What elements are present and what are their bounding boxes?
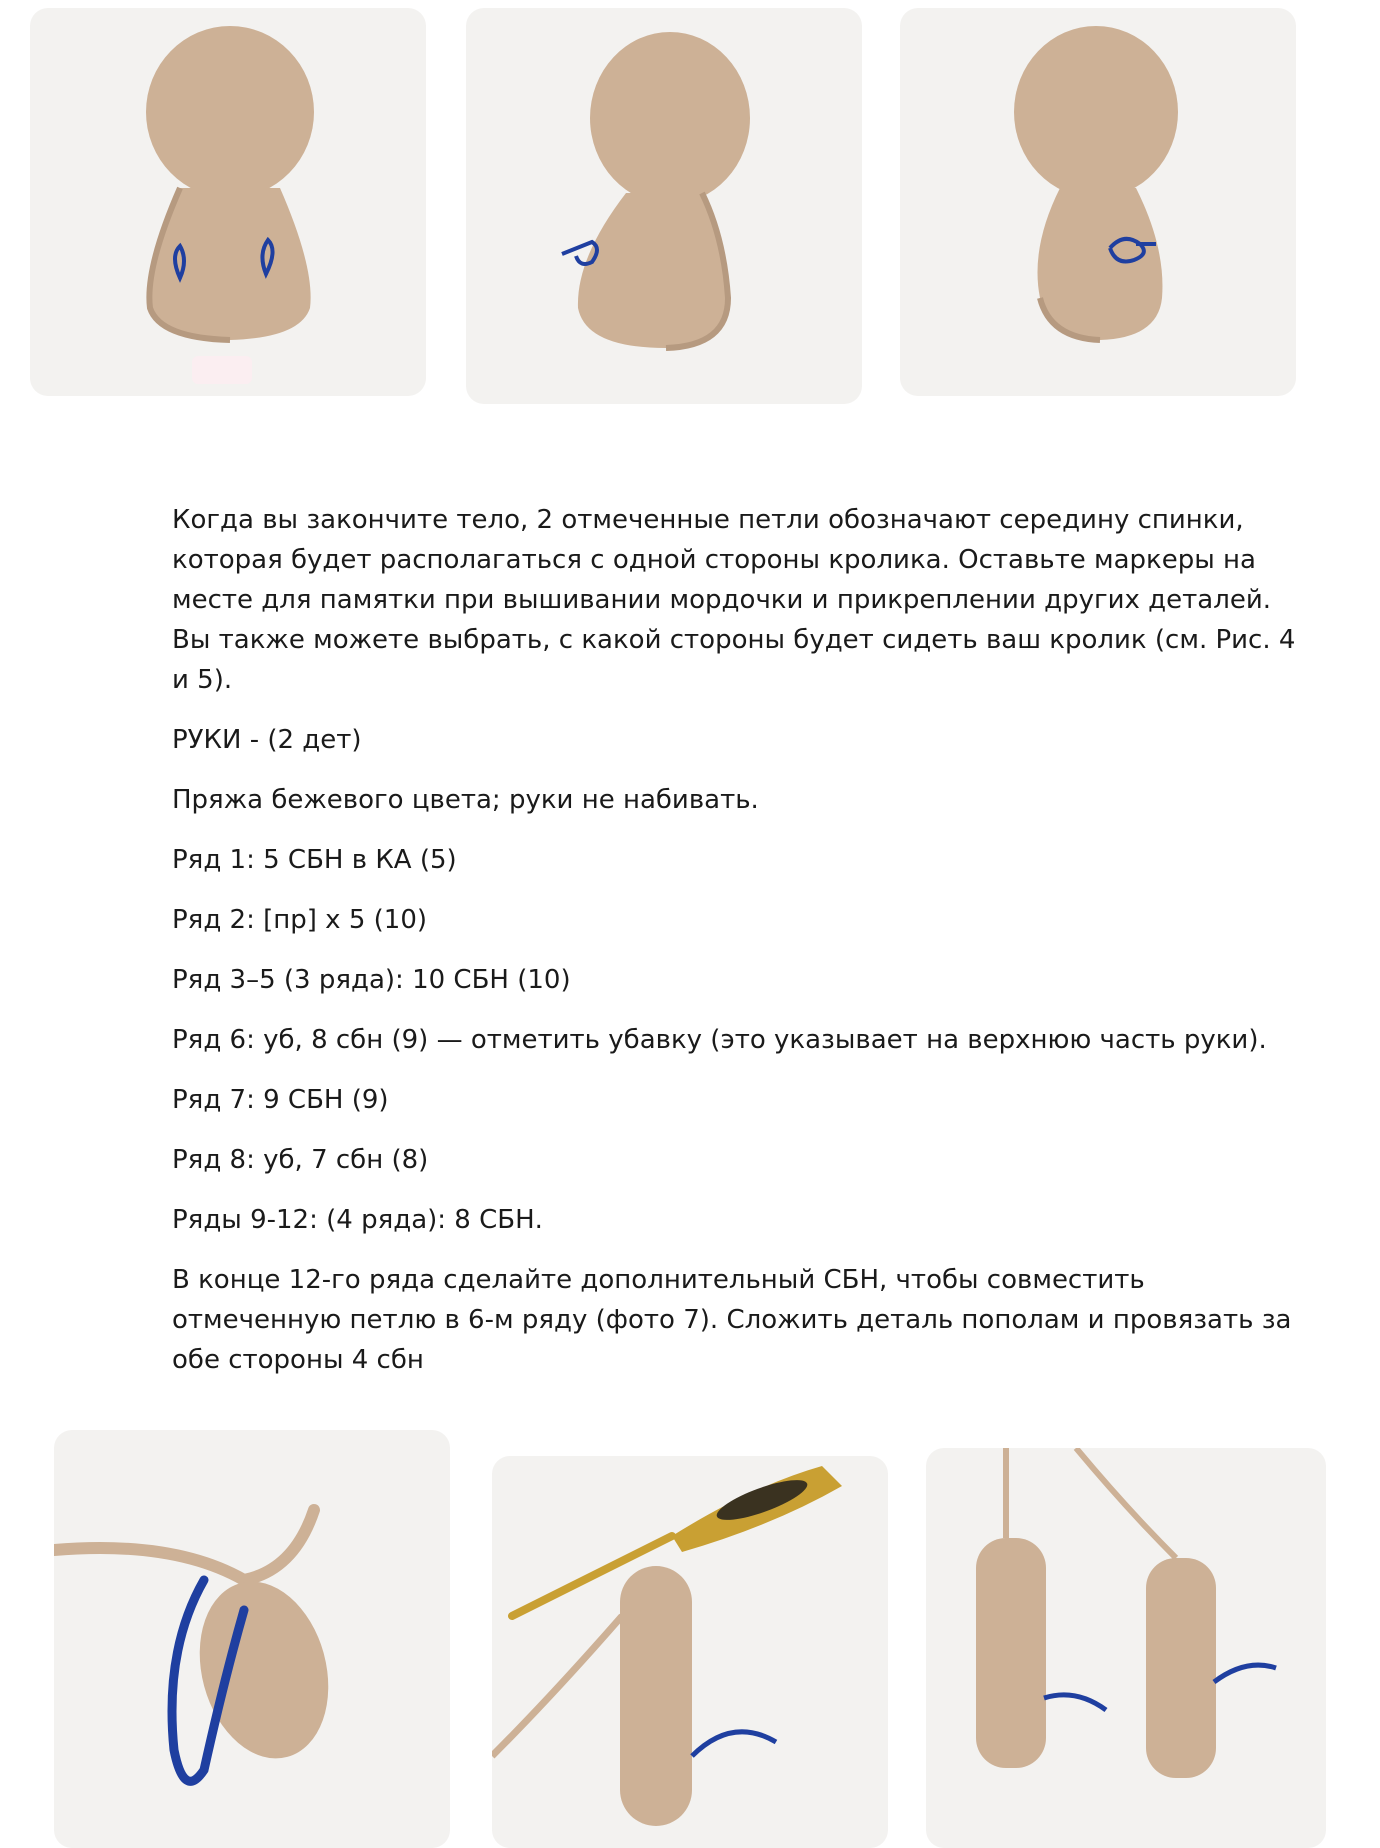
photo-doll-back [900, 8, 1296, 396]
doll-body-back-illustration [900, 8, 1296, 396]
photo-two-arms [926, 1448, 1326, 1848]
row-instruction: Ряд 6: уб, 8 сбн (9) — отметить убавку (это указывает на верхнюю часть руки). [172, 1025, 1267, 1055]
row-instruction: Ряд 2: [пр] x 5 (10) [172, 905, 428, 935]
two-arms-illustration [926, 1448, 1326, 1848]
photo-arm-closeup [54, 1430, 450, 1848]
yarn-note: Пряжа бежевого цвета; руки не набивать. [172, 785, 759, 815]
row-instruction: Ряд 8: уб, 7 сбн (8) [172, 1145, 429, 1175]
row-instruction: Ряд 7: 9 СБН (9) [172, 1085, 389, 1115]
row-instruction: Ряд 3–5 (3 ряда): 10 СБН (10) [172, 965, 571, 995]
closing-paragraph: В конце 12-го ряда сделайте дополнительный СБН, чтобы совместить отмеченную петлю в 6-м ряду (фото 7). Сложить деталь пополам и провязать за обе стороны 4 сбн [172, 1265, 1292, 1375]
photo-doll-front [30, 8, 426, 396]
arm-marker-illustration [54, 1430, 450, 1848]
doll-body-illustration [30, 8, 426, 396]
intro-paragraph: Когда вы закончите тело, 2 отмеченные петли обозначают середину спинки, которая будет располагаться с одной стороны кролика. Оставьте маркеры на месте для памятки при вышивании мордочки и прикреплении других деталей. Вы также можете выбрать, с какой стороны будет сидеть ваш кролик (см. Рис. 4 и 5). [172, 505, 1296, 695]
row-instruction: Ряды 9-12: (4 ряда): 8 СБН. [172, 1205, 543, 1235]
arm-hook-illustration [492, 1456, 888, 1848]
photo-doll-side [466, 8, 862, 404]
doll-body-side-illustration [466, 8, 862, 404]
pattern-text [172, 500, 1312, 1400]
photo-arm-with-hook [492, 1456, 888, 1848]
section-title: РУКИ - (2 дет) [172, 725, 362, 755]
row-instruction: Ряд 1: 5 СБН в КА (5) [172, 845, 457, 875]
